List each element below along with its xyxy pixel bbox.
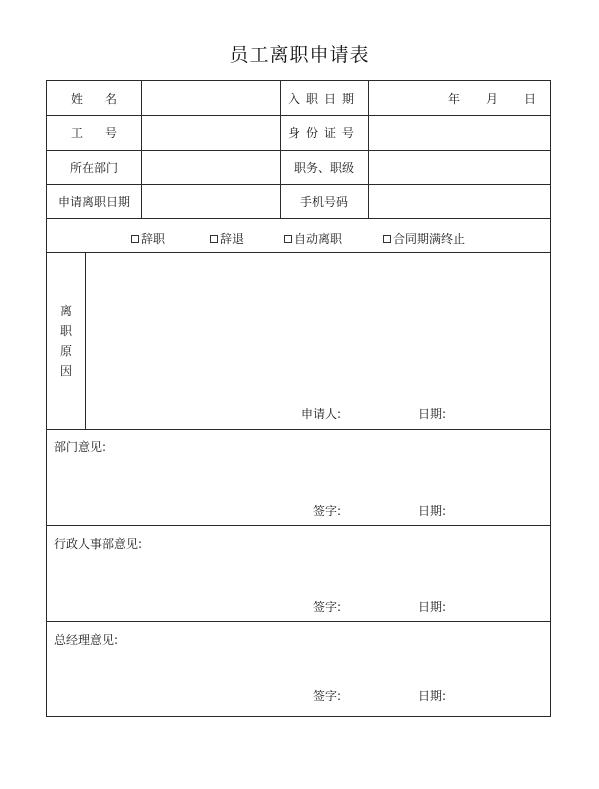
department-field[interactable] xyxy=(141,150,280,184)
name-field[interactable] xyxy=(141,81,280,115)
apply-date-field[interactable] xyxy=(141,184,280,218)
option-dismissed[interactable]: 辞退 xyxy=(210,230,244,247)
resignation-form xyxy=(46,80,551,717)
id-number-field[interactable] xyxy=(368,115,551,150)
applicant-label: 申请人: xyxy=(301,407,342,421)
checkbox-icon[interactable] xyxy=(131,235,139,243)
option-voluntary-leave[interactable]: 自动离职 xyxy=(284,230,342,247)
reason-label: 离 职 原 因 xyxy=(59,304,72,378)
date-year-label: 年 xyxy=(448,91,461,106)
hr-date-label: 日期: xyxy=(418,600,447,614)
hr-opinion-field[interactable] xyxy=(47,550,551,619)
phone-field[interactable] xyxy=(368,184,551,218)
row-divider xyxy=(47,525,550,526)
row-divider xyxy=(47,218,550,219)
gm-sign-label: 签字: xyxy=(313,689,342,703)
gm-date-label: 日期: xyxy=(418,689,447,703)
row-divider xyxy=(47,621,550,622)
option-contract-expired[interactable]: 合同期满终止 xyxy=(383,230,465,247)
dept-date-label: 日期: xyxy=(418,504,447,518)
checkbox-icon[interactable] xyxy=(284,235,292,243)
gm-opinion-heading: 总经理意见: xyxy=(54,633,119,647)
entry-date-label: 入职日期 xyxy=(287,91,360,106)
name-label: 姓名 xyxy=(70,91,139,106)
option-resign[interactable]: 辞职 xyxy=(131,230,165,247)
reason-field[interactable] xyxy=(86,253,551,429)
checkbox-icon[interactable] xyxy=(383,235,391,243)
row-divider xyxy=(47,429,550,430)
dept-opinion-field[interactable] xyxy=(47,453,551,523)
checkbox-icon[interactable] xyxy=(210,235,218,243)
employee-id-label: 工号 xyxy=(70,126,139,140)
hr-opinion-heading: 行政人事部意见: xyxy=(54,537,143,551)
form-title: 员工离职申请表 xyxy=(229,44,370,66)
phone-label: 手机号码 xyxy=(299,194,348,209)
date-month-label: 月 xyxy=(486,91,499,106)
id-number-label: 身份证号 xyxy=(287,126,360,140)
dept-sign-label: 签字: xyxy=(313,504,342,518)
employee-id-field[interactable] xyxy=(141,115,280,150)
reason-date-label: 日期: xyxy=(418,407,447,421)
gm-opinion-field[interactable] xyxy=(47,646,551,716)
department-label: 所在部门 xyxy=(69,160,118,175)
position-field[interactable] xyxy=(368,150,551,184)
position-label: 职务、职级 xyxy=(293,160,354,175)
entry-date-field[interactable] xyxy=(368,81,551,115)
apply-date-label: 申请离职日期 xyxy=(57,194,130,209)
dept-opinion-heading: 部门意见: xyxy=(54,440,107,454)
date-day-label: 日 xyxy=(524,91,537,106)
hr-sign-label: 签字: xyxy=(313,600,342,614)
